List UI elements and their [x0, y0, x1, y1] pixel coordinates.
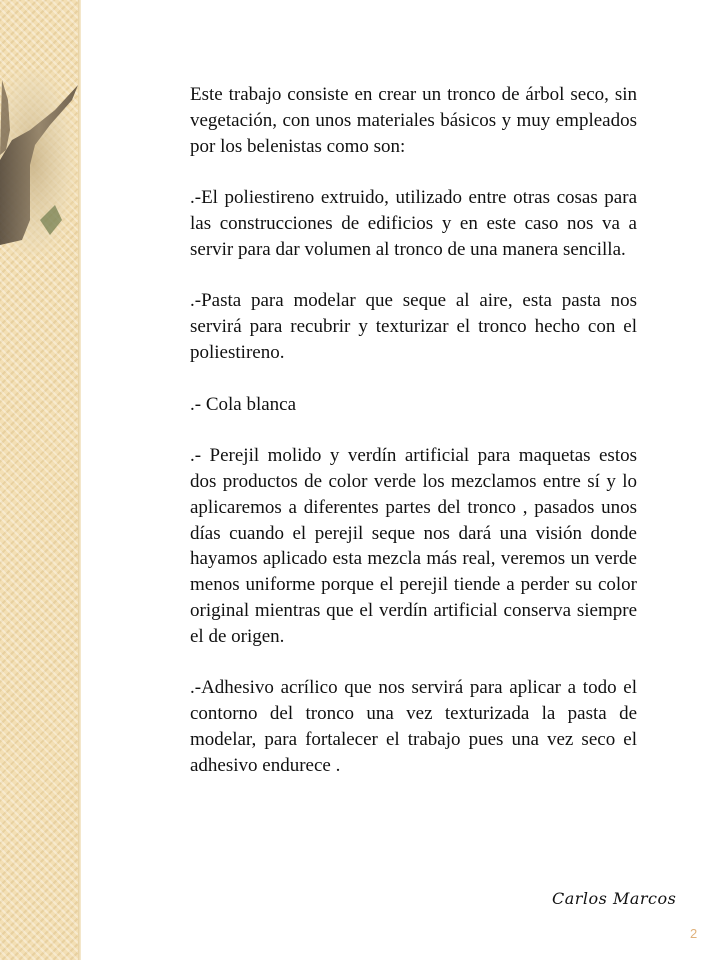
paragraph-intro: Este trabajo consiste en crear un tronco de árbol seco, sin vegetación, con unos materiales básicos y muy empleados por los belenistas como son: [190, 84, 637, 157]
page-number: 2 [690, 926, 698, 941]
paragraph-adhesivo: .-Adhesivo acrílico que nos servirá para aplicar a todo el contorno del tronco una vez texturizada la pasta de modelar, para fortalecer el trabajo pues una vez seco el adhesivo endurece . [190, 677, 637, 776]
paragraph-cola: .- Cola blanca [190, 393, 297, 415]
paragraph-pasta: .-Pasta para modelar que seque al aire, esta pasta nos servirá para recubrir y texturizar el tronco hecho con el poliestireno. [190, 290, 637, 363]
author-signature: Carlos Marcos [552, 889, 677, 908]
paragraph-poliestireno: .-El poliestireno extruido, utilizado entre otras cosas para las construcciones de edificios y en este caso nos va a servir para dar volumen al tronco de una manera sencilla. [190, 187, 637, 260]
body-text [190, 82, 637, 804]
tree-trunk-image [0, 70, 82, 255]
paragraph-perejil: .- Perejil molido y verdín artificial para maquetas estos dos productos de color verde los mezclamos entre sí y lo aplicaremos a diferentes partes del tronco , pasados unos días cuando el perejil seque nos dará una visión donde hayamos aplicado esta mezcla más real, veremos un verde menos uniforme porque el perejil tiende a perder su color original mientras que el verdín artificial conserva siempre el de origen. [190, 445, 637, 647]
